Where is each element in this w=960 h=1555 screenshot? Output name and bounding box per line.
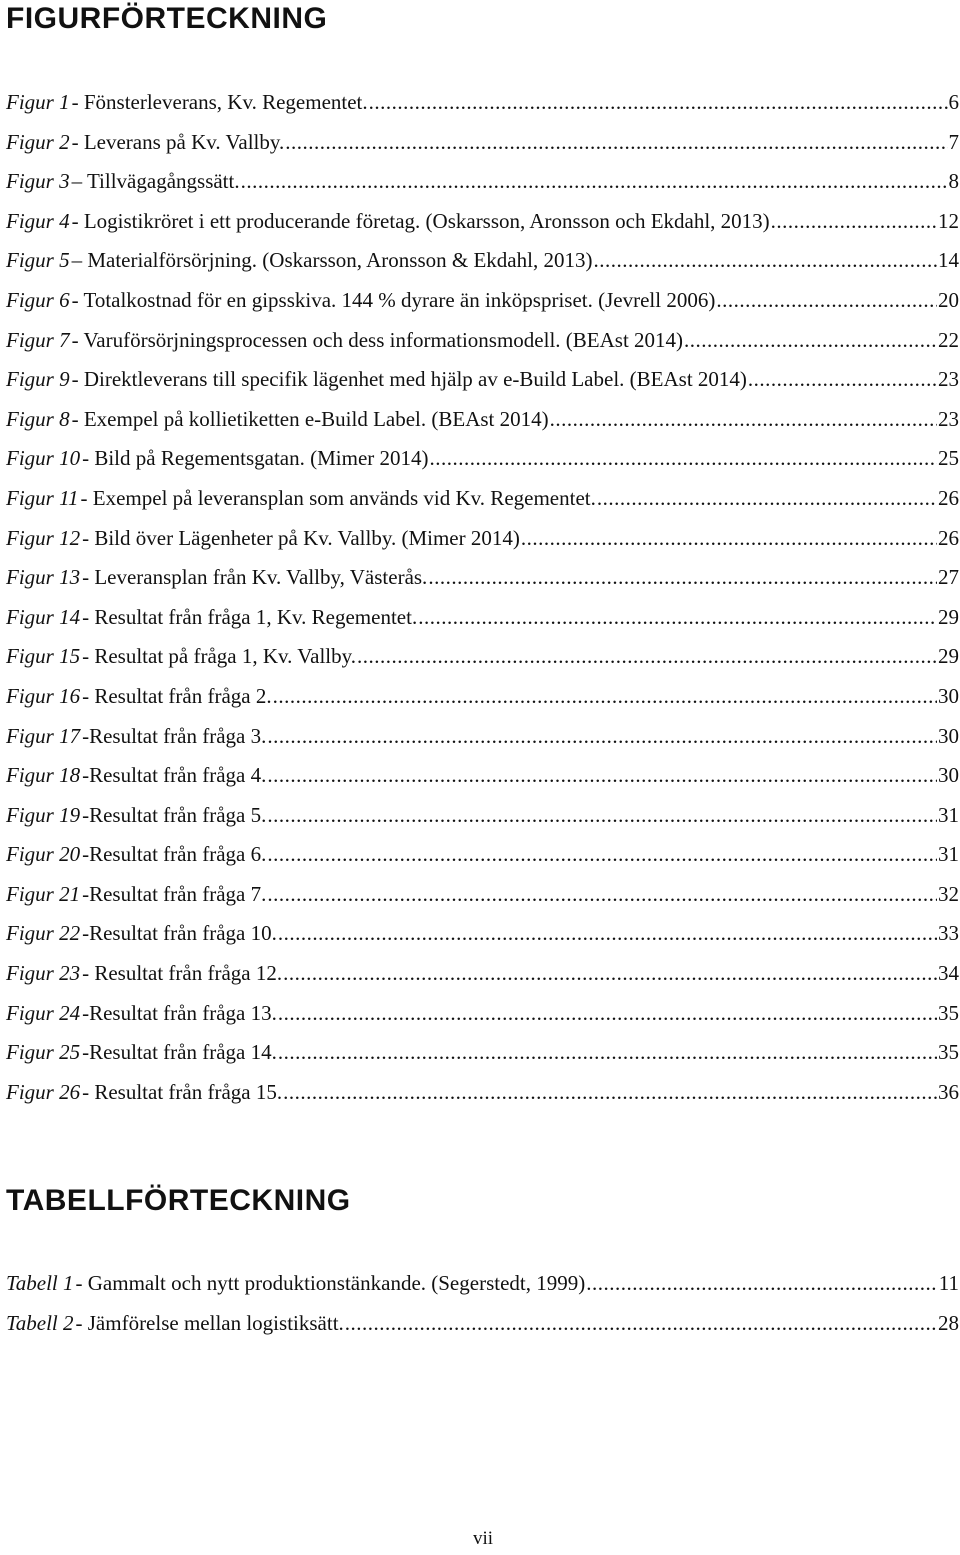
entry-page-number: 25 xyxy=(938,446,959,471)
dot-leader xyxy=(241,169,948,194)
entry-label: Figur 16 xyxy=(6,683,81,708)
dot-leader xyxy=(285,130,947,155)
entry-title: - Bild över Lägenheter på Kv. Vallby. (Mimer 2014) xyxy=(82,525,520,550)
toc-entry[interactable] xyxy=(6,961,959,1001)
figure-list xyxy=(6,90,959,1119)
dot-leader xyxy=(273,684,937,709)
toc-entry[interactable] xyxy=(6,684,959,724)
entry-title: – Tillvägagångssätt. xyxy=(71,169,240,194)
toc-entry[interactable] xyxy=(6,486,959,526)
entry-page-number: 27 xyxy=(938,565,959,590)
entry-title: -Resultat från fråga 13. xyxy=(82,1000,277,1025)
entry-title: -Resultat från fråga 5. xyxy=(82,802,267,827)
entry-label: Figur 3 xyxy=(6,169,70,194)
entry-title: - Gammalt och nytt produktionstänkande. (Segerstedt, 1999) xyxy=(75,1271,586,1295)
dot-leader xyxy=(278,1040,937,1065)
dot-leader xyxy=(278,921,937,946)
entry-title: - Direktleverans till specifik lägenhet med hjälp av e-Build Label. (BEAst 2014) xyxy=(71,367,747,392)
toc-entry[interactable] xyxy=(6,248,959,288)
entry-title: - Fönsterleverans, Kv. Regementet. xyxy=(71,90,368,114)
toc-entry[interactable] xyxy=(6,1001,959,1041)
entry-page-number: 34 xyxy=(938,961,959,986)
toc-entry[interactable] xyxy=(6,209,959,249)
toc-entry[interactable] xyxy=(6,1271,959,1311)
dot-leader xyxy=(428,565,937,590)
entry-title: - Exempel på kollietiketten e-Build Label. (BEAst 2014) xyxy=(71,406,549,431)
entry-title: -Resultat från fråga 7. xyxy=(82,881,267,906)
entry-title: - Resultat på fråga 1, Kv. Vallby. xyxy=(82,644,356,669)
entry-label: Figur 6 xyxy=(6,287,70,312)
entry-title: - Logistikröret i ett producerande företag. (Oskarsson, Aronsson och Ekdahl, 2013) xyxy=(71,208,770,233)
dot-leader xyxy=(550,407,937,432)
entry-page-number: 23 xyxy=(938,406,959,431)
toc-entry[interactable] xyxy=(6,169,959,209)
entry-title: - Resultat från fråga 2. xyxy=(82,683,272,708)
table-list xyxy=(6,1271,959,1350)
toc-entry[interactable] xyxy=(6,644,959,684)
entry-label: Figur 25 xyxy=(6,1040,81,1065)
entry-label: Figur 21 xyxy=(6,881,81,906)
entry-title: - Varuförsörjningsprocessen och dess informationsmodell. (BEAst 2014) xyxy=(71,327,684,352)
entry-page-number: 8 xyxy=(948,169,959,194)
entry-title: - Exempel på leveransplan som används vid Kv. Regementet. xyxy=(80,485,596,510)
entry-title: - Totalkostnad för en gipsskiva. 144 % dyrare än inköpspriset. (Jevrell 2006) xyxy=(71,287,716,312)
toc-entry[interactable] xyxy=(6,328,959,368)
entry-label: Figur 5 xyxy=(6,248,70,273)
dot-leader xyxy=(345,1311,937,1336)
entry-title: - Jämförelse mellan logistiksätt. xyxy=(75,1310,344,1335)
entry-page-number: 22 xyxy=(938,327,959,352)
dot-leader xyxy=(267,882,937,907)
dot-leader xyxy=(593,248,937,273)
entry-page-number: 14 xyxy=(938,248,959,273)
entry-page-number: 29 xyxy=(938,604,959,629)
entry-title: -Resultat från fråga 14. xyxy=(82,1040,277,1065)
entry-label: Figur 13 xyxy=(6,565,81,590)
entry-page-number: 32 xyxy=(938,881,959,906)
toc-entry[interactable] xyxy=(6,565,959,605)
entry-title: - Resultat från fråga 12. xyxy=(82,961,283,986)
entry-label: Figur 24 xyxy=(6,1000,81,1025)
entry-page-number: 28 xyxy=(938,1310,959,1335)
dot-leader xyxy=(684,328,937,353)
entry-page-number: 36 xyxy=(938,1079,959,1104)
toc-entry[interactable] xyxy=(6,803,959,843)
entry-page-number: 35 xyxy=(938,1000,959,1025)
entry-label: Figur 14 xyxy=(6,604,81,629)
dot-leader xyxy=(267,803,937,828)
table-list-heading: TABELLFÖRTECKNING xyxy=(6,1184,351,1217)
dot-leader xyxy=(267,724,937,749)
entry-label: Figur 20 xyxy=(6,842,81,867)
dot-leader xyxy=(521,526,937,551)
toc-entry[interactable] xyxy=(6,1311,959,1351)
dot-leader xyxy=(597,486,937,511)
entry-page-number: 6 xyxy=(948,90,959,114)
entry-label: Figur 26 xyxy=(6,1079,81,1104)
entry-label: Figur 18 xyxy=(6,763,81,788)
entry-page-number: 30 xyxy=(938,683,959,708)
entry-label: Figur 11 xyxy=(6,485,79,510)
entry-page-number: 31 xyxy=(938,802,959,827)
entry-label: Figur 2 xyxy=(6,129,70,154)
entry-page-number: 20 xyxy=(938,287,959,312)
entry-label: Figur 19 xyxy=(6,802,81,827)
entry-page-number: 29 xyxy=(938,644,959,669)
toc-entry[interactable] xyxy=(6,446,959,486)
toc-entry[interactable] xyxy=(6,1080,959,1120)
entry-page-number: 31 xyxy=(938,842,959,867)
page-number: vii xyxy=(472,1528,494,1549)
entry-title: - Resultat från fråga 15. xyxy=(82,1079,283,1104)
toc-entry[interactable] xyxy=(6,130,959,170)
dot-leader xyxy=(418,605,937,630)
dot-leader xyxy=(369,90,948,115)
entry-label: Figur 9 xyxy=(6,367,70,392)
toc-entry[interactable] xyxy=(6,367,959,407)
entry-title: - Resultat från fråga 1, Kv. Regementet. xyxy=(82,604,418,629)
figure-list-heading: FIGURFÖRTECKNING xyxy=(6,2,328,35)
dot-leader xyxy=(771,209,937,234)
entry-title: -Resultat från fråga 6. xyxy=(82,842,267,867)
entry-page-number: 7 xyxy=(948,129,959,154)
entry-page-number: 35 xyxy=(938,1040,959,1065)
entry-page-number: 30 xyxy=(938,723,959,748)
toc-entry[interactable] xyxy=(6,526,959,566)
toc-entry[interactable] xyxy=(6,1040,959,1080)
entry-title: - Bild på Regementsgatan. (Mimer 2014) xyxy=(82,446,429,471)
entry-page-number: 12 xyxy=(938,208,959,233)
dot-leader xyxy=(748,367,937,392)
entry-title: -Resultat från fråga 3. xyxy=(82,723,267,748)
entry-page-number: 26 xyxy=(938,525,959,550)
dot-leader xyxy=(586,1271,938,1296)
entry-title: – Materialförsörjning. (Oskarsson, Aronsson & Ekdahl, 2013) xyxy=(71,248,593,273)
entry-label: Figur 10 xyxy=(6,446,81,471)
dot-leader xyxy=(267,842,937,867)
entry-page-number: 26 xyxy=(938,485,959,510)
entry-title: -Resultat från fråga 4. xyxy=(82,763,267,788)
toc-entry[interactable] xyxy=(6,407,959,447)
dot-leader xyxy=(283,961,937,986)
toc-entry[interactable] xyxy=(6,921,959,961)
entry-label: Figur 8 xyxy=(6,406,70,431)
entry-label: Figur 1 xyxy=(6,90,70,114)
entry-label: Figur 4 xyxy=(6,208,70,233)
entry-label: Figur 7 xyxy=(6,327,70,352)
dot-leader xyxy=(430,446,937,471)
entry-title: -Resultat från fråga 10. xyxy=(82,921,277,946)
dot-leader xyxy=(267,763,937,788)
dot-leader xyxy=(283,1080,937,1105)
entry-title: - Leveransplan från Kv. Vallby, Västerås. xyxy=(82,565,428,590)
entry-page-number: 11 xyxy=(938,1271,959,1295)
toc-entry[interactable] xyxy=(6,605,959,645)
entry-page-number: 23 xyxy=(938,367,959,392)
entry-page-number: 30 xyxy=(938,763,959,788)
toc-entry[interactable] xyxy=(6,763,959,803)
entry-label: Tabell 1 xyxy=(6,1271,74,1295)
dot-leader xyxy=(357,644,937,669)
entry-label: Tabell 2 xyxy=(6,1310,74,1335)
entry-label: Figur 23 xyxy=(6,961,81,986)
toc-entry[interactable] xyxy=(6,882,959,922)
toc-entry[interactable] xyxy=(6,288,959,328)
entry-title: - Leverans på Kv. Vallby. xyxy=(71,129,285,154)
dot-leader xyxy=(278,1001,937,1026)
toc-entry[interactable] xyxy=(6,842,959,882)
entry-label: Figur 22 xyxy=(6,921,81,946)
entry-label: Figur 17 xyxy=(6,723,81,748)
dot-leader xyxy=(716,288,937,313)
toc-entry[interactable] xyxy=(6,90,959,130)
entry-label: Figur 12 xyxy=(6,525,81,550)
toc-entry[interactable] xyxy=(6,724,959,764)
entry-label: Figur 15 xyxy=(6,644,81,669)
entry-page-number: 33 xyxy=(938,921,959,946)
